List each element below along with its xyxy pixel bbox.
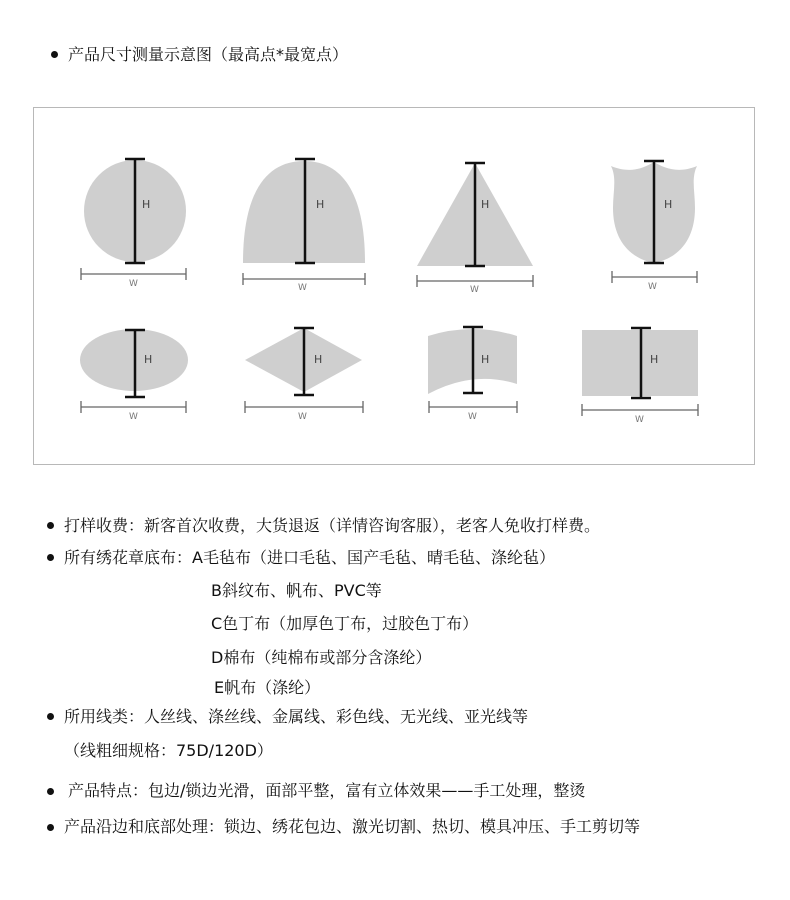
height-label: H xyxy=(481,353,490,366)
fabric-e-text: E帆布（涤纶） xyxy=(214,678,321,697)
bullet-dot xyxy=(47,824,54,831)
page-title: 产品尺寸测量示意图（最高点*最宽点） xyxy=(68,45,349,64)
edge-treatment-text: 产品沿边和底部处理：锁边、绣花包边、激光切割、热切、模具冲压、手工剪切等 xyxy=(64,817,641,836)
features-text: 产品特点：包边/锁边光滑，面部平整，富有立体效果——手工处理，整烫 xyxy=(68,781,586,800)
height-label: H xyxy=(142,198,151,211)
thread-spec-text: （线粗细规格：75D/120D） xyxy=(64,741,273,760)
height-label: H xyxy=(481,198,490,211)
bullet-dot xyxy=(47,522,54,529)
bullet-dot xyxy=(51,51,58,58)
ellipse-shape-figure xyxy=(80,329,188,422)
diamond-shape-figure xyxy=(245,328,363,422)
height-label: H xyxy=(650,353,659,366)
height-label: H xyxy=(144,353,153,366)
curved-banner-shape-figure xyxy=(428,327,517,422)
fabric-d-text: D棉布（纯棉布或部分含涤纶） xyxy=(211,648,432,667)
threads-text: 所用线类：人丝线、涤丝线、金属线、彩色线、无光线、亚光线等 xyxy=(64,707,529,726)
circle-shape-figure xyxy=(81,159,186,289)
width-label: W xyxy=(129,279,138,289)
bullet-dot xyxy=(47,554,54,561)
width-label: W xyxy=(648,282,657,292)
width-label: W xyxy=(129,412,138,422)
width-label: W xyxy=(298,283,307,293)
width-label: W xyxy=(298,412,307,422)
sampling-fee-text: 打样收费：新客首次收费，大货退返（详情咨询客服），老客人免收打样费。 xyxy=(64,516,601,535)
bullet-dot xyxy=(47,788,54,795)
rectangle-shape-figure xyxy=(582,328,698,425)
width-label: W xyxy=(468,412,477,422)
height-label: H xyxy=(316,198,325,211)
width-label: W xyxy=(470,285,479,295)
width-label: W xyxy=(635,415,644,425)
shield-shape-figure xyxy=(611,161,697,292)
arch-shape-figure xyxy=(243,159,365,293)
measurement-diagram xyxy=(33,107,755,465)
diagram-canvas xyxy=(34,108,756,466)
height-label: H xyxy=(314,353,323,366)
height-label: H xyxy=(664,198,673,211)
fabric-b-text: B斜纹布、帆布、PVC等 xyxy=(211,581,382,600)
bullet-dot xyxy=(47,713,54,720)
fabric-c-text: C色丁布（加厚色丁布，过胶色丁布） xyxy=(211,614,479,633)
triangle-shape-figure xyxy=(417,163,533,295)
fabric-a-text: 所有绣花章底布：A毛毡布（进口毛毡、国产毛毡、晴毛毡、涤纶毡） xyxy=(64,548,555,567)
